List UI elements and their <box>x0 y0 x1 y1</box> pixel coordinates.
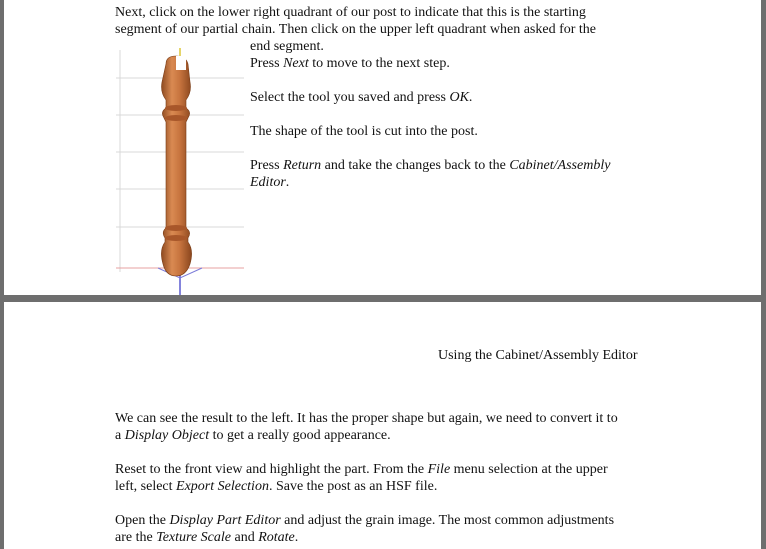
para3-line-1: Open the Display Part Editor and adjust the grain image. The most common adjustments <box>115 513 615 528</box>
para2-line-2: left, select Export Selection. Save the post as an HSF file. <box>115 479 438 494</box>
para1-line-2: a Display Object to get a really good appearance. <box>115 428 391 443</box>
step-select-tool: Select the tool you saved and press OK. <box>250 90 473 105</box>
step-return-line-1: Press Return and take the changes back to the Cabinet/Assembly <box>250 158 611 173</box>
document-page-top <box>4 0 761 295</box>
post-body <box>161 56 191 276</box>
para3-line-2: are the Texture Scale and Rotate. <box>115 530 299 545</box>
para2-line-1: Reset to the front view and highlight the part. From the File menu selection at the upper <box>115 462 608 477</box>
step-next: Press Next to move to the next step. <box>250 56 450 71</box>
step-return-line-2: Editor. <box>250 175 290 190</box>
document-page-bottom <box>4 302 761 549</box>
step-shape-cut: The shape of the tool is cut into the post. <box>250 124 478 139</box>
intro-line-3: end segment. <box>250 39 324 54</box>
intro-line-1: Next, click on the lower right quadrant of our post to indicate that this is the starting <box>115 5 586 20</box>
turned-post-image <box>116 42 244 295</box>
para1-line-1: We can see the result to the left. It has the proper shape but again, we need to convert it to <box>115 411 618 426</box>
post-figure <box>116 42 244 295</box>
intro-line-2: segment of our partial chain. Then click on the upper left quadrant when asked for the <box>115 22 597 37</box>
running-header: Using the Cabinet/Assembly Editor <box>438 348 638 363</box>
